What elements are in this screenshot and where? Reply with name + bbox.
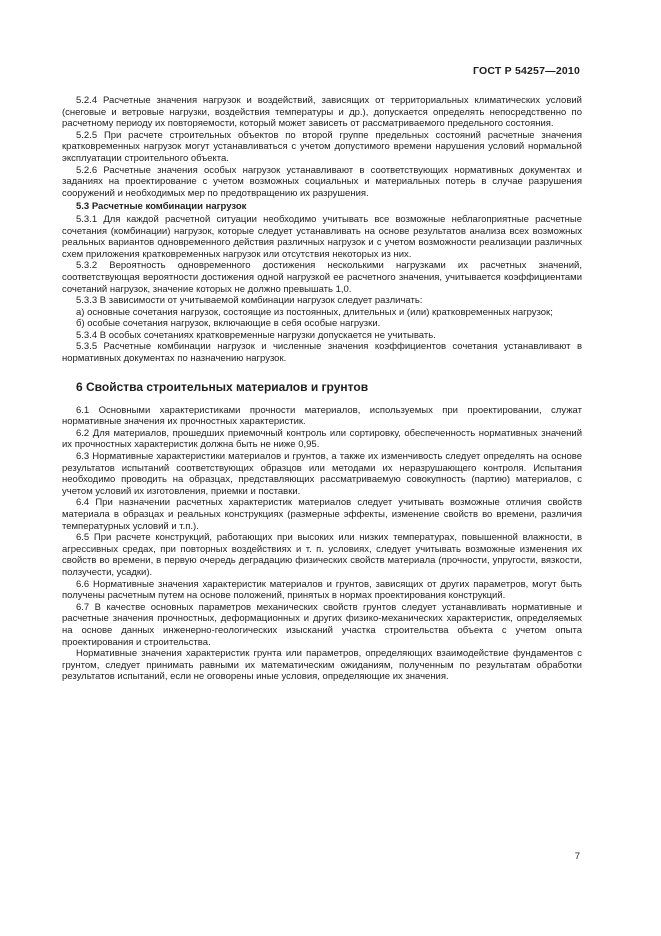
paragraph-5-3-2: 5.3.2 Вероятность одновременного достижения несколькими нагрузками их расчетных значений, соответствующая вероятности достижения одной нагрузкой ее расчетного значения, учитывается коэффициентами сочетаний нагрузок, значение которых не должно превышать 1,0. xyxy=(62,260,582,295)
list-item-a: а) основные сочетания нагрузок, состоящие из постоянных, длительных и (или) кратковременных нагрузок; xyxy=(76,306,553,318)
paragraph-5-3-1: 5.3.1 Для каждой расчетной ситуации необходимо учитывать все возможные неблагоприятные расчетные сочетания (комбинации) нагрузок, которые следует устанавливать на основе результатов анализа всех возможных реальных вариантов одновременного действия различных нагрузок и с учетом возможности реализации различных схем приложения кратковременных нагрузок или отсутствия некоторых из них. xyxy=(62,213,582,260)
paragraph-5-3-5: 5.3.5 Расчетные комбинации нагрузок и численные значения коэффициентов сочетания устанавливают в нормативных документах по назначению нагрузок. xyxy=(62,341,582,365)
paragraph-6-4: 6.4 При назначении расчетных характеристик материалов следует учитывать возможные отличия свойств материала в образцах и реальных конструкциях (размерные эффекты, изменение свойств во времени, различия температурных условий и т.п.). xyxy=(62,497,582,532)
list-item-b: б) особые сочетания нагрузок, включающие в себя особые нагрузки. xyxy=(76,318,381,330)
paragraph-5-2-5: 5.2.5 При расчете строительных объектов по второй группе предельных состояний расчетные значения кратковременных нагрузок могут устанавливаться с учетом допустимого времени нарушения условий нормальной эксплуатации строительного объекта. xyxy=(62,129,582,164)
paragraph-5-3-3: 5.3.3 В зависимости от учитываемой комбинации нагрузок следует различать: xyxy=(76,295,423,307)
paragraph-6-7: 6.7 В качестве основных параметров механических свойств грунтов следует устанавливать нормативные и расчетные значения прочностных, деформационных и других физико-механических характеристик, определяемых на основе данных инженерно-геологических изысканий участка строительства объекта с учетом опыта проектирования и строительства. xyxy=(62,601,582,648)
paragraph-6-1: 6.1 Основными характеристиками прочности материалов, используемых при проектировании, служат нормативные значения их прочностных характеристик. xyxy=(62,404,582,428)
document-id-header: ГОСТ Р 54257—2010 xyxy=(472,65,580,77)
section-6-title: 6 Свойства строительных материалов и грунтов xyxy=(76,379,369,394)
section-5-3-title: 5.3 Расчетные комбинации нагрузок xyxy=(76,201,247,213)
page-number: 7 xyxy=(574,851,580,862)
paragraph-5-3-4: 5.3.4 В особых сочетаниях кратковременные нагрузки допускается не учитывать. xyxy=(76,329,436,341)
paragraph-6-3: 6.3 Нормативные характеристики материалов и грунтов, а также их изменчивость следует определять на основе результатов испытаний соответствующих образцов или методами их неразрушающего контроля. Испытания необходимо проводить на образцах, представляющих рассматриваемую совокупность (партию) материалов, с учетом условий их изготовления, приемки и поставки. xyxy=(62,451,582,497)
paragraph-normative-values: Нормативные значения характеристик грунта или параметров, определяющих взаимодействие фундаментов с грунтом, следует принимать равными их математическим ожиданиям, полученным по результатам обработки результатов испытаний, если не оговорены иные условия, определяющие их значения. xyxy=(62,648,582,683)
paragraph-5-2-6: 5.2.6 Расчетные значения особых нагрузок устанавливают в соответствующих нормативных документах и заданиях на проектирование с учетом возможных социальных и материальных потерь в случае разрушения сооружений и необходимых мер по предотвращению их разрушения. xyxy=(62,164,582,199)
page-content xyxy=(62,95,582,683)
paragraph-5-2-4: 5.2.4 Расчетные значения нагрузок и воздействий, зависящих от территориальных климатических условий (снеговые и ветровые нагрузки, воздействия температуры и др.), допускается определять непосредственно по расчетному периоду их повторяемости, который может зависеть от рассматриваемого предельного состояния. xyxy=(62,95,582,130)
paragraph-6-5: 6.5 При расчете конструкций, работающих при высоких или низких температурах, повышенной влажности, в агрессивных средах, при повторных воздействиях и т. п. условиях, следует учитывать возможные изменения их свойств во времени, в первую очередь деградацию физических свойств материала (прочности, упругости, вязкости, ползучести, усадки). xyxy=(62,532,582,578)
paragraph-6-6: 6.6 Нормативные значения характеристик материалов и грунтов, зависящих от других параметров, могут быть получены расчетным путем на основе положений, принятых в нормах проектирования конструкций. xyxy=(62,578,582,602)
paragraph-6-2: 6.2 Для материалов, прошедших приемочный контроль или сортировку, обеспеченность нормативных значений их прочностных характеристик должна быть не ниже 0,95. xyxy=(62,427,582,451)
